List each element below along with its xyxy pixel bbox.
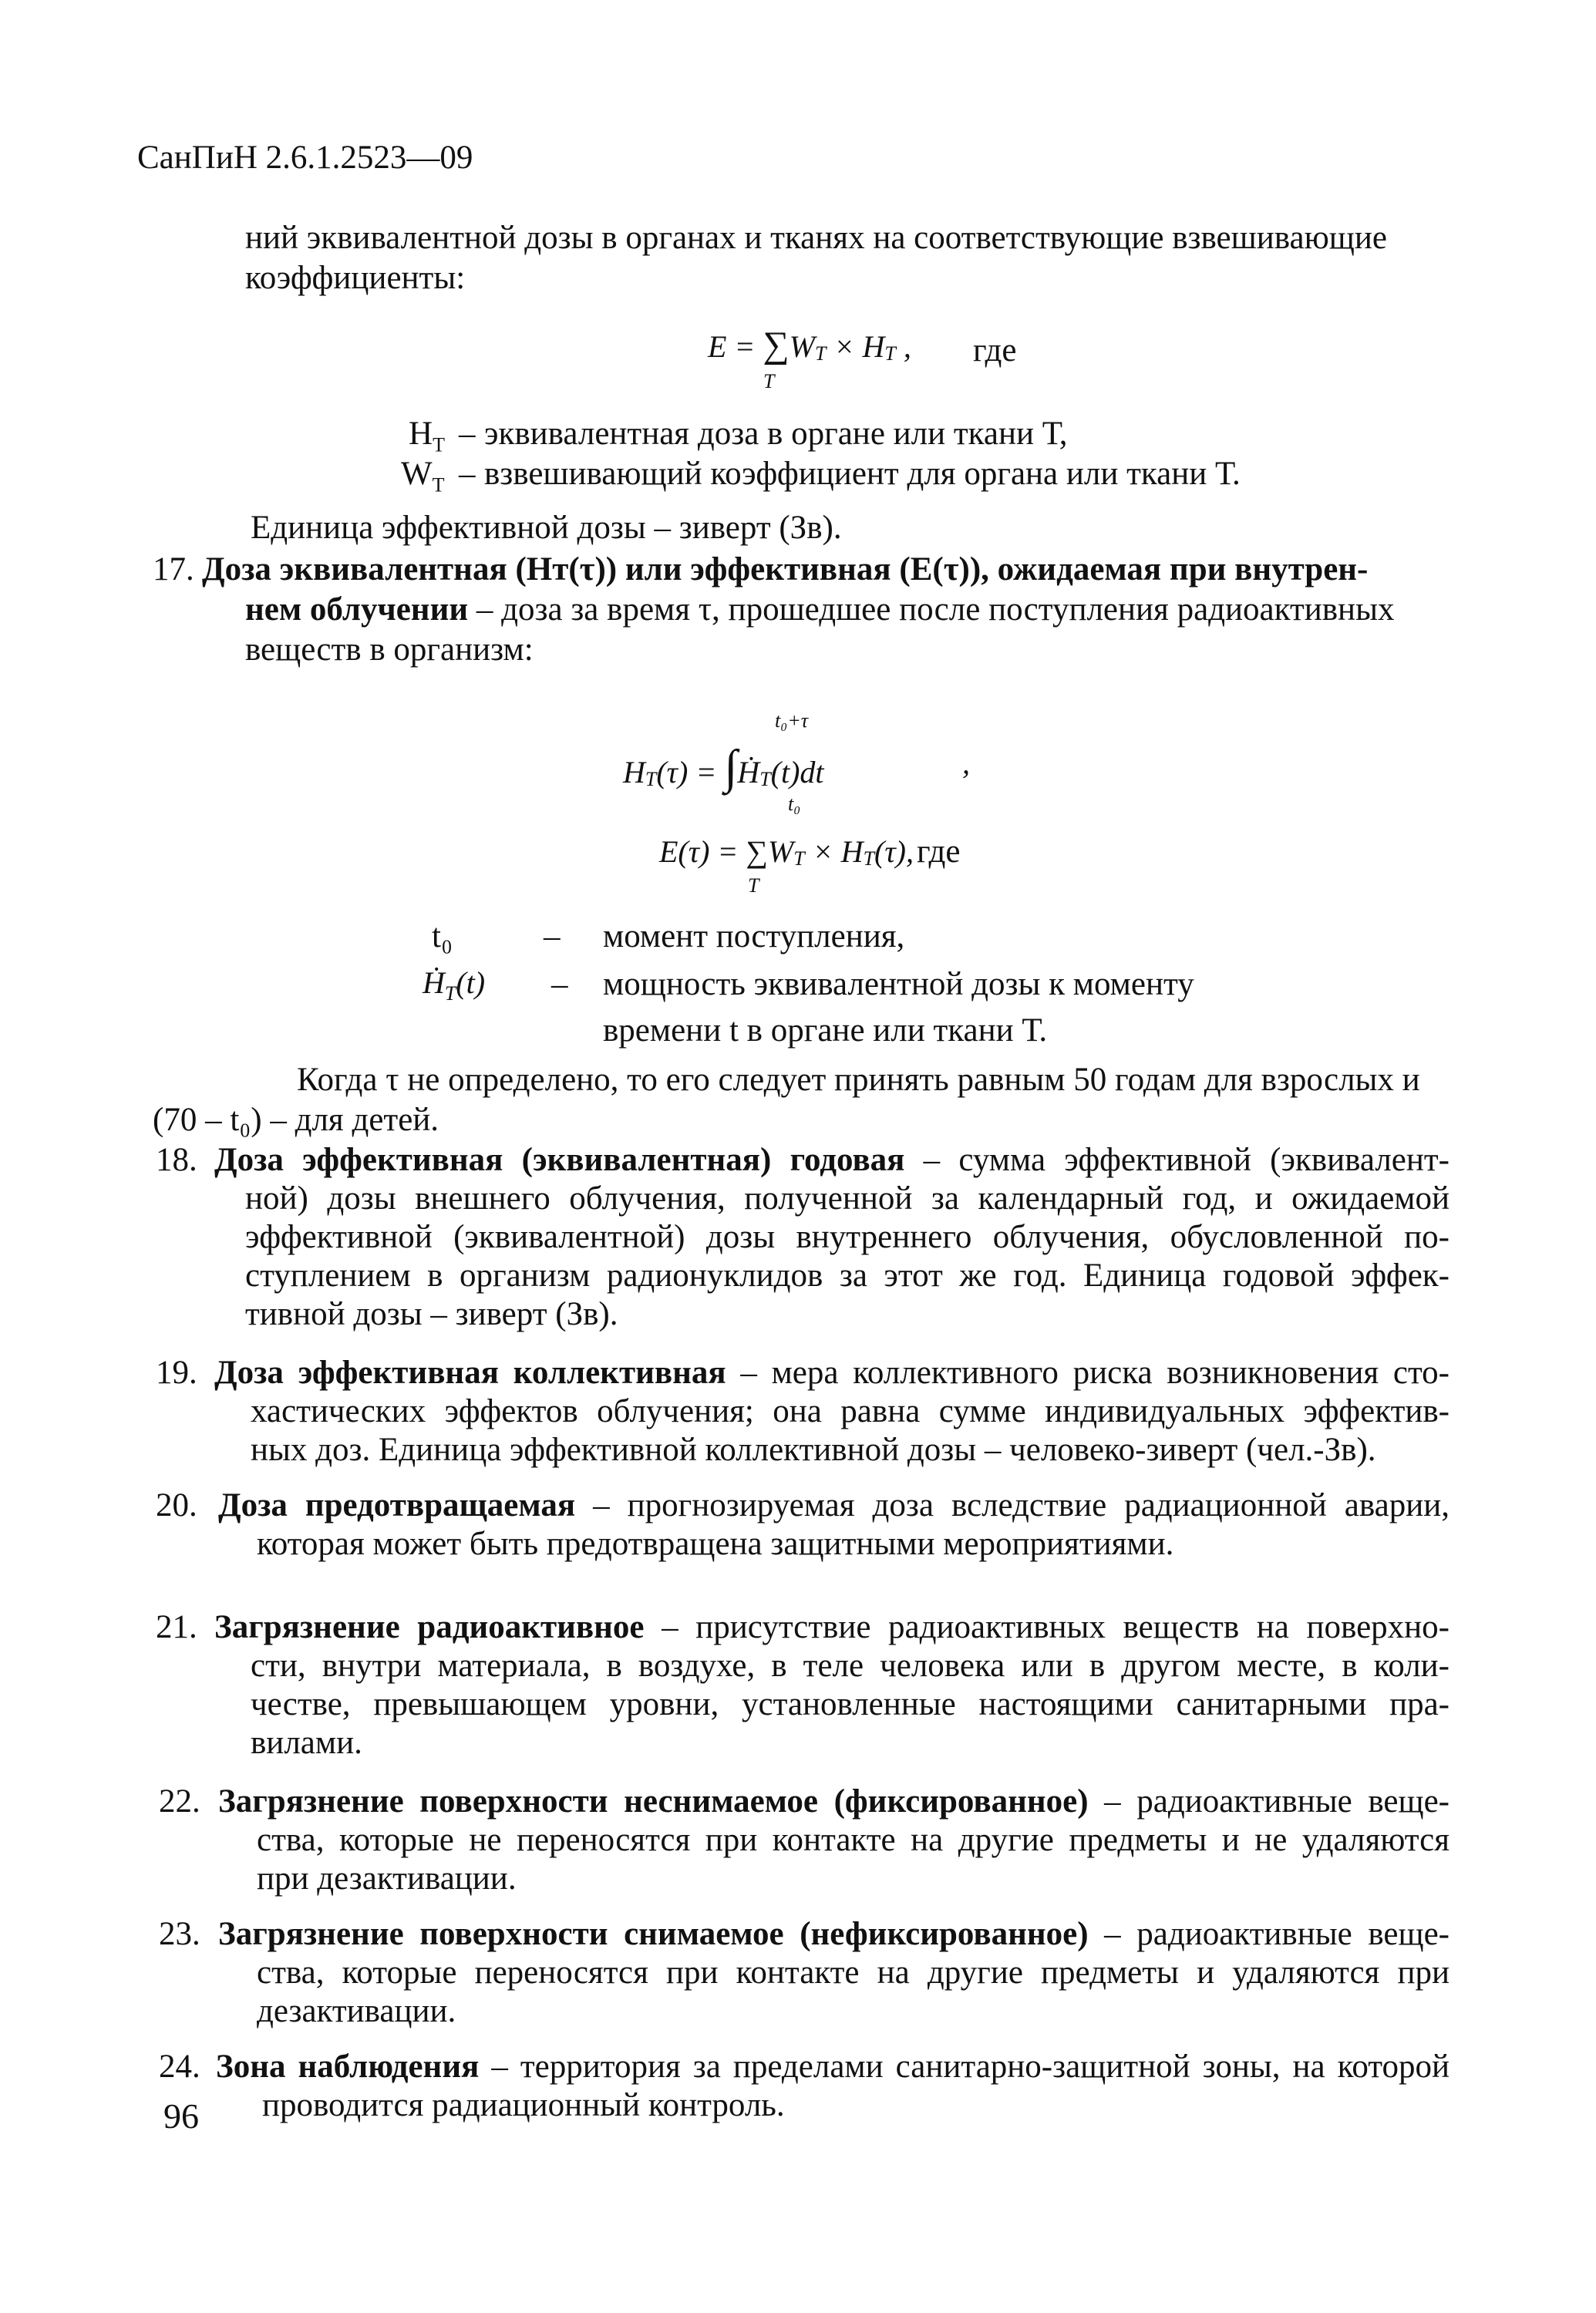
def-t0-symbol: t₀ [432, 918, 453, 954]
item-number: 20. [156, 1487, 197, 1523]
when-line-1: Когда τ не определено, то его следует принять равным 50 годам для взрослых и [297, 1062, 1420, 1098]
item-line: дезактивации. [257, 1993, 456, 2029]
item-first-line [214, 1608, 1450, 1647]
formula2-upper-limit: t₀+τ [775, 709, 809, 732]
item-line: хастических эффектов облучения; она равна сумме индивидуальных эффектив- [251, 1393, 1450, 1429]
item-line: вилами. [251, 1725, 362, 1761]
item-line: сти, внутри материала, в воздухе, в теле человека или в другом месте, в коли- [251, 1648, 1450, 1684]
formula2-comma: , [962, 746, 970, 780]
integral-sign: ∫ [724, 741, 738, 793]
formula1-times-h: × H [826, 329, 885, 364]
item-first-line [214, 1141, 1450, 1180]
item-term: Зона наблюдения [216, 2049, 480, 2085]
item-line: ступлением в организм радионуклидов за этот же год. Единица годовой эффек- [245, 1258, 1450, 1294]
item-first-line [218, 1486, 1450, 1525]
item-term: Доза эффективная коллективная [214, 1355, 726, 1391]
formula1-sub-t2: T [884, 342, 896, 365]
def-wt-text: взвешивающий коэффициент для органа или ткани Т. [484, 456, 1241, 492]
item-definition-start: – мера коллективного риска возникновения сто- [726, 1355, 1450, 1391]
item-number: 18. [156, 1142, 197, 1178]
formula3-lhs: E(τ) = ∑W [659, 834, 794, 869]
item-number: 24. [159, 2049, 200, 2085]
item-number: 22. [159, 1783, 200, 1820]
def-wt-symbol: $W_T$ [401, 456, 445, 497]
page-number: 96 [163, 2096, 199, 2136]
item17-term-line1: Доза эквивалентная (Hт(τ)) или эффективная (E(τ)), ожидаемая при внутрен- [202, 551, 1369, 588]
item-number: 23. [159, 1916, 200, 1952]
formula1-sub-t: T [814, 342, 827, 365]
item17-number: 17. [153, 551, 194, 588]
item-line: ной) дозы внешнего облучения, полученной за календарный год, и ожидаемой [245, 1180, 1450, 1217]
item-definition-start: – присутствие радиоактивных веществ на поверхно- [644, 1609, 1450, 1645]
formula1-comma: , [895, 329, 911, 364]
formula3-rest2: (τ), [874, 834, 914, 869]
item-line: которая может быть предотвращена защитными мероприятиями. [257, 1526, 1174, 1562]
item-line: ства, которые переносятся при контакте на другие предметы и удаляются при [257, 1954, 1450, 1991]
item-definition-start: – прогнозируемая доза вследствие радиационной аварии, [575, 1487, 1450, 1523]
item-definition-start: – сумма эффективной (эквивалент- [904, 1142, 1450, 1178]
def-hdot-symbol: Ḣ$_T$(t) [423, 965, 486, 1005]
formula-integral [623, 740, 824, 795]
formula1-sum: ∑ [763, 325, 790, 365]
def-hdot-text-1: мощность эквивалентной дозы к моменту [603, 966, 1194, 1002]
item-term: Загрязнение поверхности снимаемое (нефиксированное) [218, 1916, 1089, 1952]
item-line: эффективной (эквивалентной) дозы внутреннего облучения, обусловленной по- [245, 1219, 1450, 1255]
item-line: честве, превышающем уровни, установленные настоящими санитарными пра- [251, 1686, 1450, 1722]
item-line: тивной дозы – зиверт (Зв). [245, 1296, 618, 1332]
item-number: 19. [156, 1355, 197, 1391]
formula3-sub: T [793, 847, 805, 870]
item-line: при дезактивации. [257, 1860, 517, 1897]
item-term: Доза эффективная (эквивалентная) годовая [214, 1142, 905, 1178]
def-ht-text: эквивалентная доза в органе или ткани Т, [484, 416, 1068, 452]
item-definition-start: – территория за пределами санитарно-защитной зоны, на которой [479, 2049, 1450, 2085]
item-line: проводится радиационный контроль. [262, 2087, 785, 2123]
item17-line2: нем облучении – доза за время τ, прошедшее после поступления радиоактивных [245, 591, 1395, 628]
formula2-body-rest: (t)dt [770, 755, 824, 790]
formula3-where: где [917, 833, 961, 870]
def-t0-text: момент поступления, [603, 918, 905, 954]
def-ht-dash: – [459, 416, 476, 452]
item-number: 21. [156, 1609, 197, 1645]
item-first-line [214, 1354, 1450, 1392]
item-line: ных доз. Единица эффективной коллективной дозы – человеко-зиверт (чел.-Зв). [251, 1432, 1376, 1468]
intro-line-1: ний эквивалентной дозы в органах и тканях на соответствующие взвешивающие [245, 220, 1387, 256]
item-term: Доза предотвращаемая [218, 1487, 576, 1523]
item-first-line [218, 1915, 1450, 1954]
formula1-where: где [973, 332, 1017, 369]
formula3-sub2: T [863, 847, 875, 870]
item-first-line [218, 1783, 1450, 1821]
formula1-sum-index: T [763, 370, 775, 392]
formula3-rest: × H [804, 834, 864, 869]
formula2-h: H [623, 755, 645, 790]
formula3-sum-index: T [748, 874, 759, 897]
when-line-2: (70 – t₀) – для детей. [153, 1102, 439, 1138]
formula2-hdot: Ḣ [737, 755, 760, 790]
formula2-arg: (τ) = [656, 755, 725, 790]
item-definition-start: – радиоактивные веще- [1088, 1916, 1450, 1952]
def-hdot-dash: – [551, 966, 568, 1002]
item-term: Загрязнение радиоактивное [214, 1609, 645, 1645]
def-hdot-text-2: времени t в органе или ткани Т. [603, 1012, 1048, 1049]
def-ht-symbol: $H_T$ [409, 416, 445, 456]
formula2-lower-limit: t₀ [788, 793, 801, 815]
formula2-sub: T [645, 768, 657, 791]
formula-effective-dose [708, 324, 911, 366]
def-t0-dash: – [544, 918, 561, 954]
formula1-lhs: E = [708, 329, 763, 364]
item-definition-start: – радиоактивные веще- [1088, 1783, 1450, 1820]
formula-expected-effective-dose [659, 833, 960, 871]
document-code: СанПиН 2.6.1.2523—09 [137, 140, 473, 176]
def-wt-dash: – [459, 456, 476, 492]
intro-line-2: коэффициенты: [245, 260, 466, 296]
item-term: Загрязнение поверхности неснимаемое (фиксированное) [218, 1783, 1089, 1820]
item17-line3: веществ в организм: [245, 631, 534, 668]
item-first-line [216, 2048, 1450, 2086]
formula1-w: W [789, 329, 815, 364]
formula2-sub2: T [759, 768, 771, 791]
unit-line: Единица эффективной дозы – зиверт (Зв). [251, 510, 842, 546]
item-line: ства, которые не переносятся при контакте на другие предметы и не удаляются [257, 1822, 1450, 1858]
